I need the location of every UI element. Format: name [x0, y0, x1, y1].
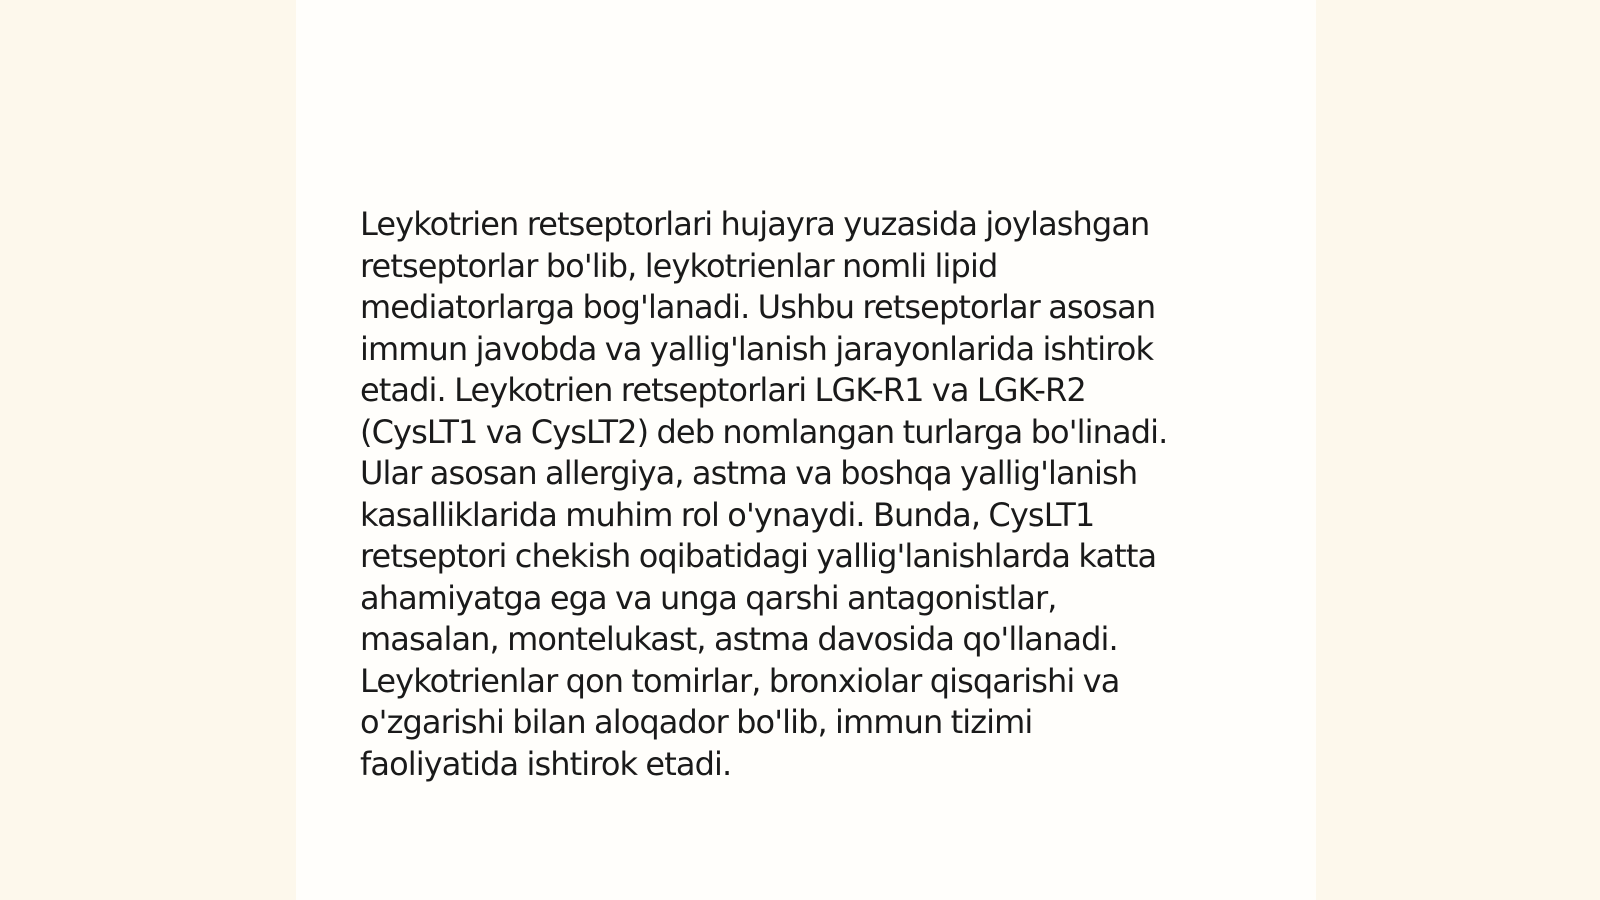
paragraph-line: immun javobda va yallig'lanish jarayonlarida ishtirok: [360, 329, 1154, 368]
body-paragraph: [360, 204, 1240, 785]
paragraph-line: masalan, montelukast, astma davosida qo'llanadi.: [360, 620, 1118, 658]
paragraph-line: kasalliklarida muhim rol o'ynaydi. Bunda, CysLT1: [360, 495, 1095, 534]
paragraph-line: (CysLT1 va CysLT2) deb nomlangan turlarga bo'linadi.: [360, 412, 1168, 451]
slide-page: [296, 0, 1316, 900]
paragraph-line: o'zgarishi bilan aloqador bo'lib, immun tizimi: [360, 703, 1033, 741]
paragraph-line: faoliyatida ishtirok etadi.: [360, 744, 732, 783]
paragraph-line: etadi. Leykotrien retseptorlari LGK-R1 va LGK-R2: [360, 371, 1086, 409]
paragraph-line: mediatorlarga bog'lanadi. Ushbu retseptorlar asosan: [360, 288, 1156, 326]
paragraph-line: retseptorlar bo'lib, leykotrienlar nomli lipid: [360, 246, 998, 285]
paragraph-line: ahamiyatga ega va unga qarshi antagonistlar,: [360, 578, 1057, 617]
paragraph-line: Ular asosan allergiya, astma va boshqa yallig'lanish: [360, 454, 1138, 492]
paragraph-line: Leykotrien retseptorlari hujayra yuzasida joylashgan: [360, 205, 1150, 243]
paragraph-line: Leykotrienlar qon tomirlar, bronxiolar qisqarishi va: [360, 661, 1120, 700]
paragraph-line: retseptori chekish oqibatidagi yallig'lanishlarda katta: [360, 537, 1157, 575]
